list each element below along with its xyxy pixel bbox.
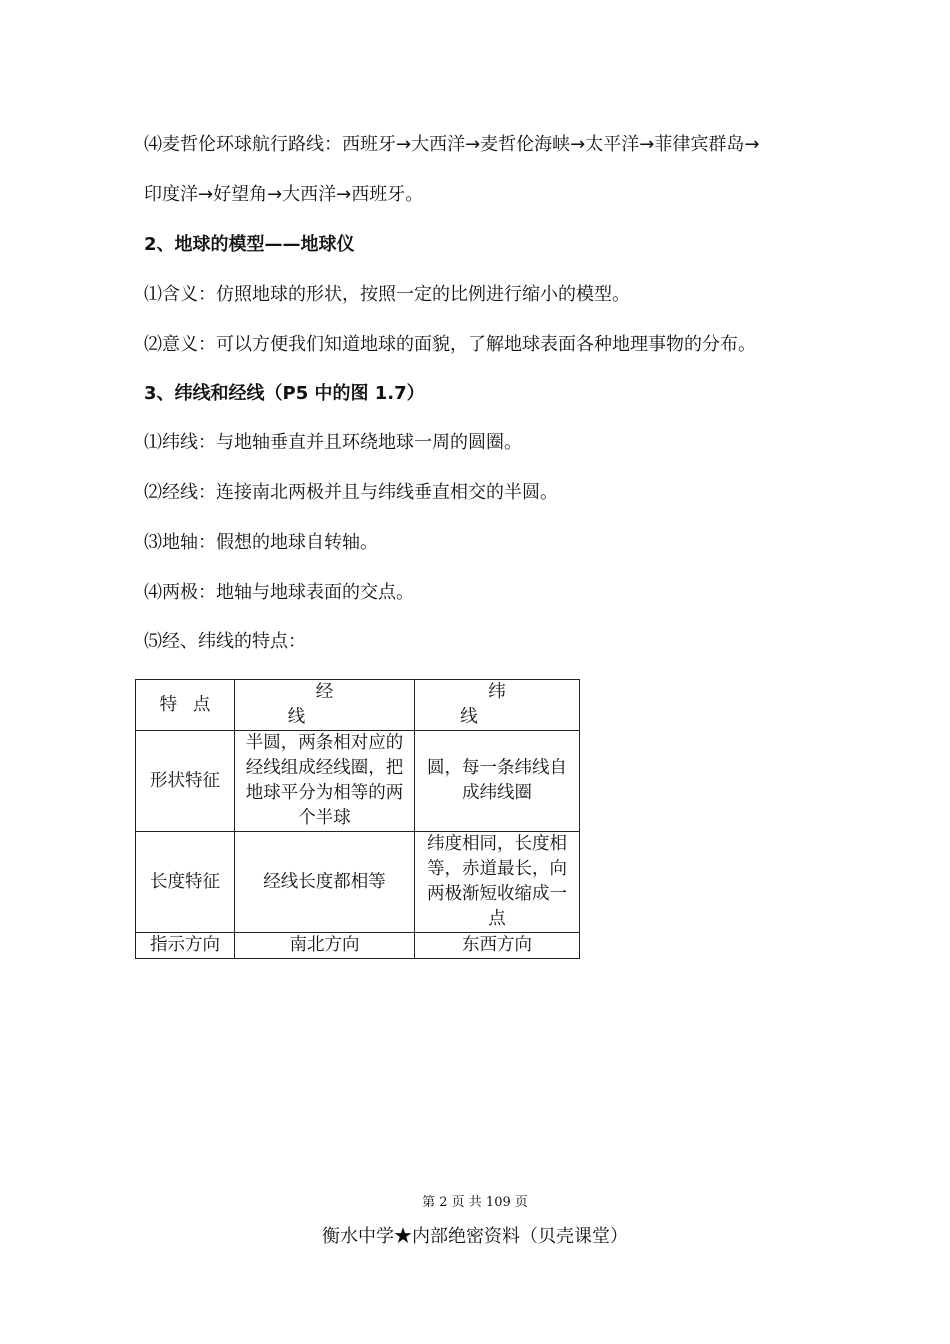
cell-parallel-length: 纬度相同，长度相等，赤道最长，向两极渐短收缩成一点	[415, 832, 580, 933]
cell-parallel-direction: 东西方向	[415, 933, 580, 959]
cell-meridian-length: 经线长度都相等	[235, 832, 415, 933]
table-header-row	[136, 680, 580, 731]
line-features-intro: ⑸经、纬线的特点：	[144, 631, 306, 652]
row-label-shape: 形状特征	[136, 731, 235, 832]
footer-source: 衡水中学★内部绝密资料（贝壳课堂）	[322, 1226, 628, 1247]
cell-meridian-direction: 南北方向	[235, 933, 415, 959]
table-row	[136, 933, 580, 959]
table-row	[136, 832, 580, 933]
page-number: 第 2 页 共 109 页	[422, 1195, 528, 1210]
features-table	[135, 679, 580, 959]
line-globe-meaning: ⑴含义：仿照地球的形状，按照一定的比例进行缩小的模型。	[144, 284, 630, 305]
header-parallel: 纬线	[415, 680, 580, 731]
line-meridian-definition: ⑵经线：连接南北两极并且与纬线垂直相交的半圆。	[144, 482, 558, 503]
line-magellan-route-cont: 印度洋→好望角→大西洋→西班牙。	[144, 184, 424, 205]
line-parallel-definition: ⑴纬线：与地轴垂直并且环绕地球一周的圆圈。	[144, 432, 522, 453]
line-earth-axis: ⑶地轴：假想的地球自转轴。	[144, 532, 378, 553]
line-poles: ⑷两极：地轴与地球表面的交点。	[144, 582, 414, 603]
header-meridian: 经线	[235, 680, 415, 731]
cell-meridian-shape: 半圆，两条相对应的经线组成经线圈，把地球平分为相等的两个半球	[235, 731, 415, 832]
line-magellan-route: ⑷麦哲伦环球航行路线：西班牙→大西洋→麦哲伦海峡→太平洋→菲律宾群岛→	[144, 134, 760, 155]
heading-latitude-longitude: 3、纬线和经线（P5 中的图 1.7）	[144, 383, 425, 404]
line-globe-significance: ⑵意义：可以方便我们知道地球的面貌，了解地球表面各种地理事物的分布。	[144, 334, 756, 355]
row-label-direction: 指示方向	[136, 933, 235, 959]
table-row	[136, 731, 580, 832]
row-label-length: 长度特征	[136, 832, 235, 933]
header-feature: 特点	[136, 680, 235, 731]
cell-parallel-shape: 圆，每一条纬线自成纬线圈	[415, 731, 580, 832]
heading-globe-model: 2、地球的模型——地球仪	[144, 234, 355, 255]
